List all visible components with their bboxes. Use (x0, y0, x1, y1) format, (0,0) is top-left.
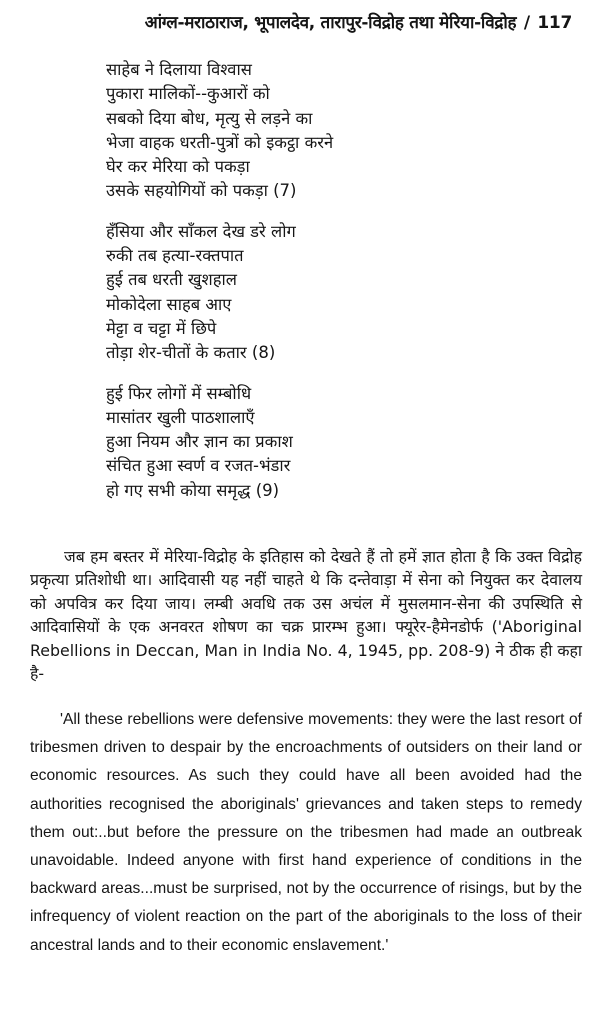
page-number: 117 (537, 13, 572, 33)
poem-line: संचित हुआ स्वर्ण व रजत-भंडार (106, 456, 291, 476)
poem-line: तोड़ा शेर-चीतों के कतार (8) (106, 343, 276, 363)
poem-line: रुकी तब हत्या-रक्तपात (106, 246, 244, 266)
header-separator: / (523, 13, 530, 33)
poem-line: सबको दिया बोध, मृत्यु से लड़ने का (106, 108, 313, 128)
poem-line: मोकोदेला साहब आए (106, 294, 232, 314)
poem-line: मेट्टा व चट्टा में छिपे (106, 318, 217, 338)
poem-stanza (106, 382, 333, 503)
poem-line: हुई फिर लोगों में सम्बोधि (106, 383, 252, 403)
poem-line: हुई तब धरती खुशहाल (106, 270, 237, 290)
hindi-paragraph: जब हम बस्तर में मेरिया-विद्रोह के इतिहास को देखते हैं तो हमें ज्ञात होता है कि उक्त विद्रोह प्रकृत्या प्रतिशोधी था। आदिवासी यह नहीं चाहते थे कि दन्तेवाड़ा में सेना को नियुक्त कर देवालय को अपवित्र कर दिया जाय। लम्बी अवधि तक उस अचंल में मुसलमान-सेना की उपस्थिति से आदिवासियों के एक अनवरत शोषण का चक्र प्रारम्भ हुआ। फ्यूरेर-हैमेनडोर्फ ('Aboriginal Rebellions in Deccan, Man in India No. 4, 1945, pp. 208-9) ने ठीक ही कहा है- (30, 547, 582, 684)
poem-line: घेर कर मेरिया को पकड़ा (106, 157, 250, 177)
poem-line: हँसिया और साँकल देख डरे लोग (106, 221, 296, 241)
poem-stanza (106, 220, 333, 366)
poem-line: उसके सहयोगियों को पकड़ा (7) (106, 181, 297, 201)
poem-line: साहेब ने दिलाया विश्वास (106, 60, 252, 79)
poem-line: पुकारा मालिकों--कुआरों को (106, 84, 270, 104)
poem (106, 58, 333, 519)
english-quotation: 'All these rebellions were defensive movements: they were the last resort of tribesmen driven to despair by the encroachments of outsiders on their land or economic resources. As such they could have all been avoided had the authorities recognised the aboriginals' grievances and taken steps to remedy them out:..but before the pressure on the tribesmen had made an outbreak unavoidable. Indeed anyone with first hand experience of conditions in the backward areas...must be surprised, not by the occurrence of risings, but by the infrequency of violent reaction on the part of the aboriginals to the loss of their ancestral lands and to their economic enslavement.' (30, 711, 582, 954)
poem-line: हुआ नियम और ज्ञान का प्रकाश (106, 432, 293, 452)
poem-line: भेजा वाहक धरती-पुत्रों को इकट्ठा करने (106, 132, 334, 152)
poem-stanza (106, 58, 333, 204)
running-title: आंग्ल-मराठाराज, भूपालदेव, तारापुर-विद्रोह तथा मेरिया-विद्रोह (144, 13, 517, 33)
poem-line: हो गए सभी कोया समृद्ध (9) (106, 480, 280, 500)
page-header (145, 10, 572, 33)
poem-line: मासांतर खुली पाठशालाएँ (106, 407, 255, 427)
